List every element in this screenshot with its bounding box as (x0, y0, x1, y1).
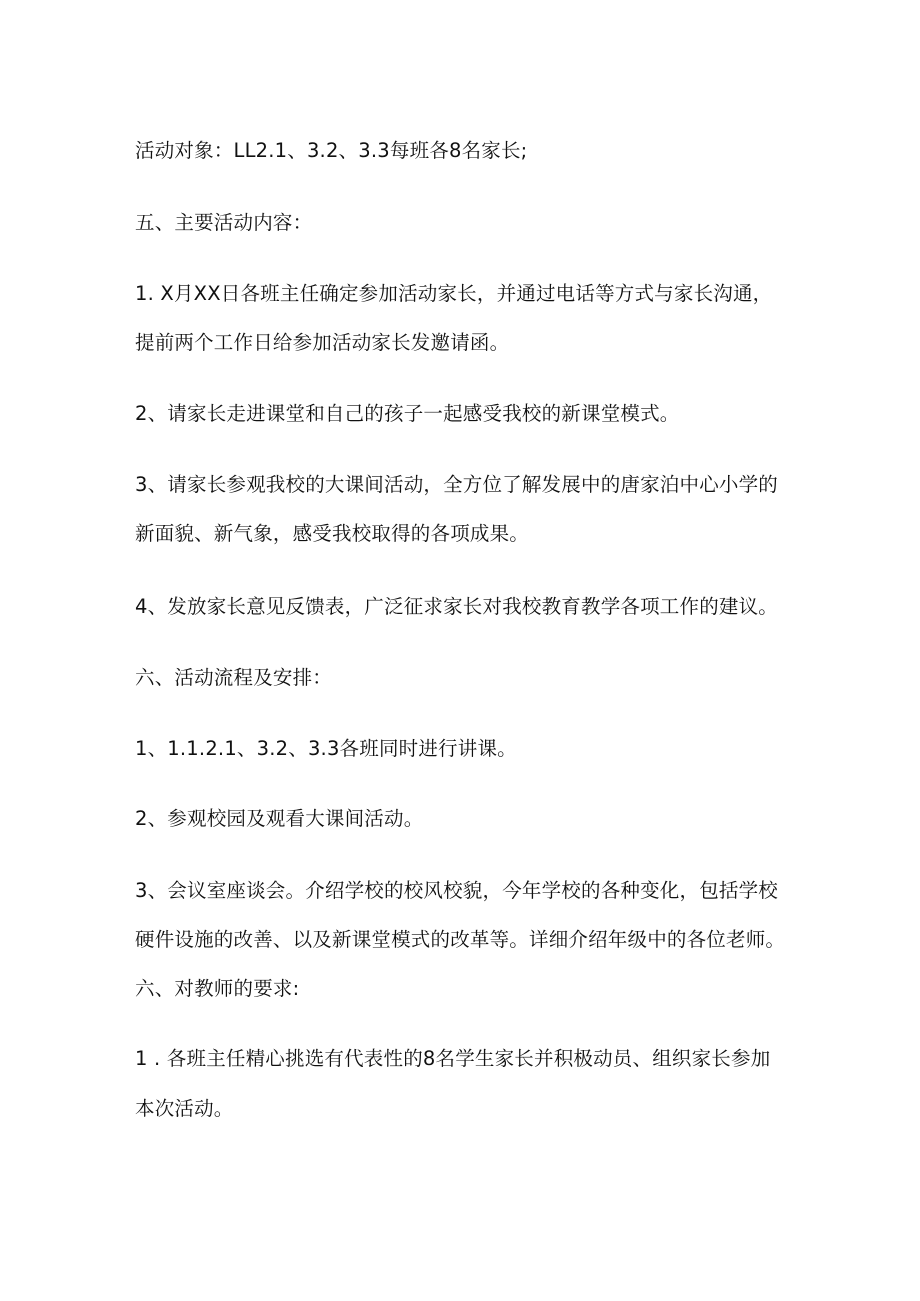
flow-item-2: 2、参观校园及观看大课间活动。 (135, 807, 424, 830)
flow-item-3-line-2: 硬件设施的改善、以及新课堂模式的改革等。详细介绍年级中的各位老师。 (135, 928, 786, 951)
section-six-heading: 六、活动流程及安排： (135, 666, 333, 689)
content-item-3-line-2: 新面貌、新气象，感受我校取得的各项成果。 (135, 522, 530, 545)
teacher-requirements-heading: 六、对教师的要求: (135, 977, 300, 1000)
content-item-2: 2、请家长走进课堂和自己的孩子一起感受我校的新课堂模式。 (135, 402, 680, 425)
requirement-item-1-line-2: 本次活动。 (135, 1097, 234, 1120)
target-audience-line: 活动对象：LL2.1、3.2、3.3每班各8名家长; (135, 139, 528, 162)
flow-item-3-line-1: 3、会议室座谈会。介绍学校的校风校貌，今年学校的各种变化，包括学校 (135, 879, 779, 902)
flow-item-1: 1、1.1.2.1、3.2、3.3各班同时进行讲课。 (135, 737, 517, 760)
section-five-heading: 五、主要活动内容： (135, 211, 313, 234)
requirement-item-1-line-1: 1 . 各班主任精心挑选有代表性的8名学生家长并积极动员、组织家长参加 (135, 1047, 771, 1070)
content-item-1-line-1: 1. X月XX日各班主任确定参加活动家长，并通过电话等方式与家长沟通， (135, 282, 773, 305)
content-item-3-line-1: 3、请家长参观我校的大课间活动，全方位了解发展中的唐家泊中心小学的 (135, 473, 779, 496)
content-item-4: 4、发放家长意见反馈表，广泛征求家长对我校教育教学各项工作的建议。 (135, 595, 779, 618)
content-item-1-line-2: 提前两个工作日给参加活动家长发邀请函。 (135, 331, 510, 354)
